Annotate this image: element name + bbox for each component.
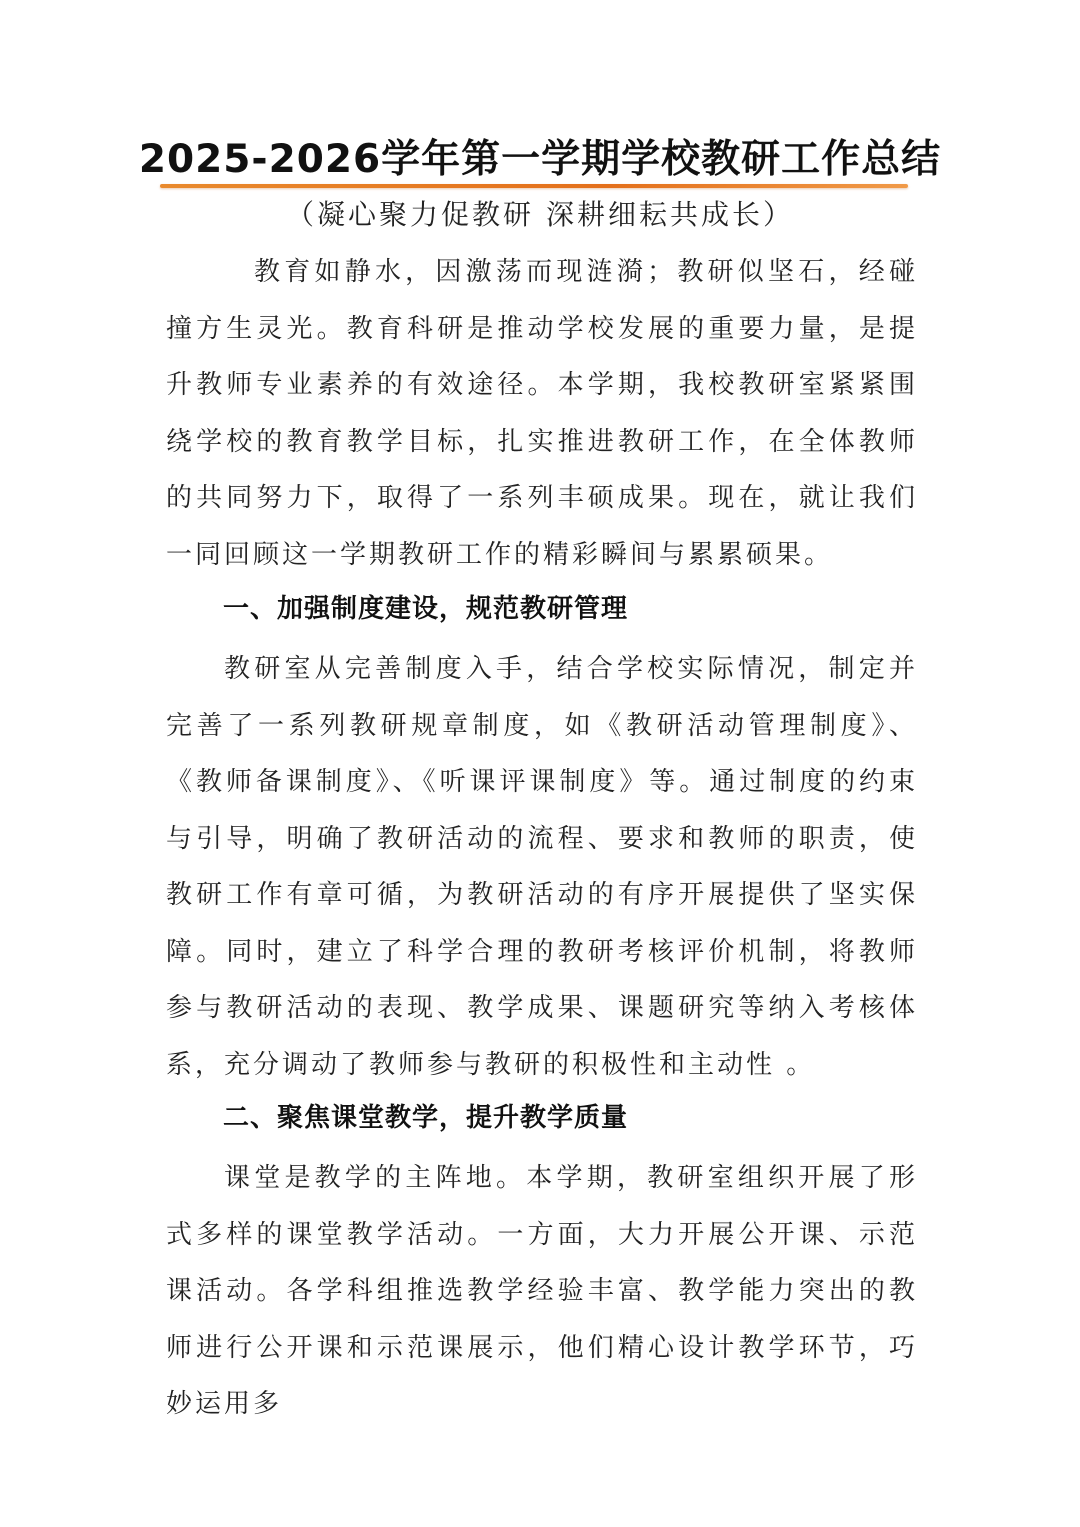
section-body-1: 教研室从完善制度入手，结合学校实际情况，制定并完善了一系列教研规章制度，如《教研活动管理制度》、《教师备课制度》、《听课评课制度》等。通过制度的约束与引导，明确了教研活动的流程、要求和教师的职责，使教研工作有章可循，为教研活动的有序开展提供了坚实保障。同时，建立了科学合理的教研考核评价机制，将教师参与教研活动的表现、教学成果、课题研究等纳入考核体系，充分调动了教师参与教研的积极性和主动性 。: [166, 654, 918, 1080]
intro-paragraph: 教育如静水，因激荡而现涟漪；教研似坚石，经碰撞方生灵光。教育科研是推动学校发展的重要力量，是提升教师专业素养的有效途径。本学期，我校教研室紧紧围绕学校的教育教学目标，扎实推进教研工作，在全体教师的共同努力下，取得了一系列丰硕成果。现在，就让我们一同回顾这一学期教研工作的精彩瞬间与累累硕果。: [166, 257, 918, 570]
document-subtitle: （凝心聚力促教研 深耕细耘共成长）: [286, 198, 794, 231]
section-heading-1: 一、加强制度建设，规范教研管理: [223, 594, 629, 624]
section-body-2: 课堂是教学的主阵地。本学期，教研室组织开展了形式多样的课堂教学活动。一方面，大力开展公开课、示范课活动。各学科组推选教学经验丰富、教学能力突出的教师进行公开课和示范课展示，他们精心设计教学环节，巧妙运用多: [166, 1163, 918, 1419]
document-title: 2025-2026学年第一学期学校教研工作总结: [138, 137, 942, 182]
section-heading-2: 二、聚焦课堂教学，提升教学质量: [223, 1103, 629, 1133]
title-underline: [160, 184, 908, 188]
